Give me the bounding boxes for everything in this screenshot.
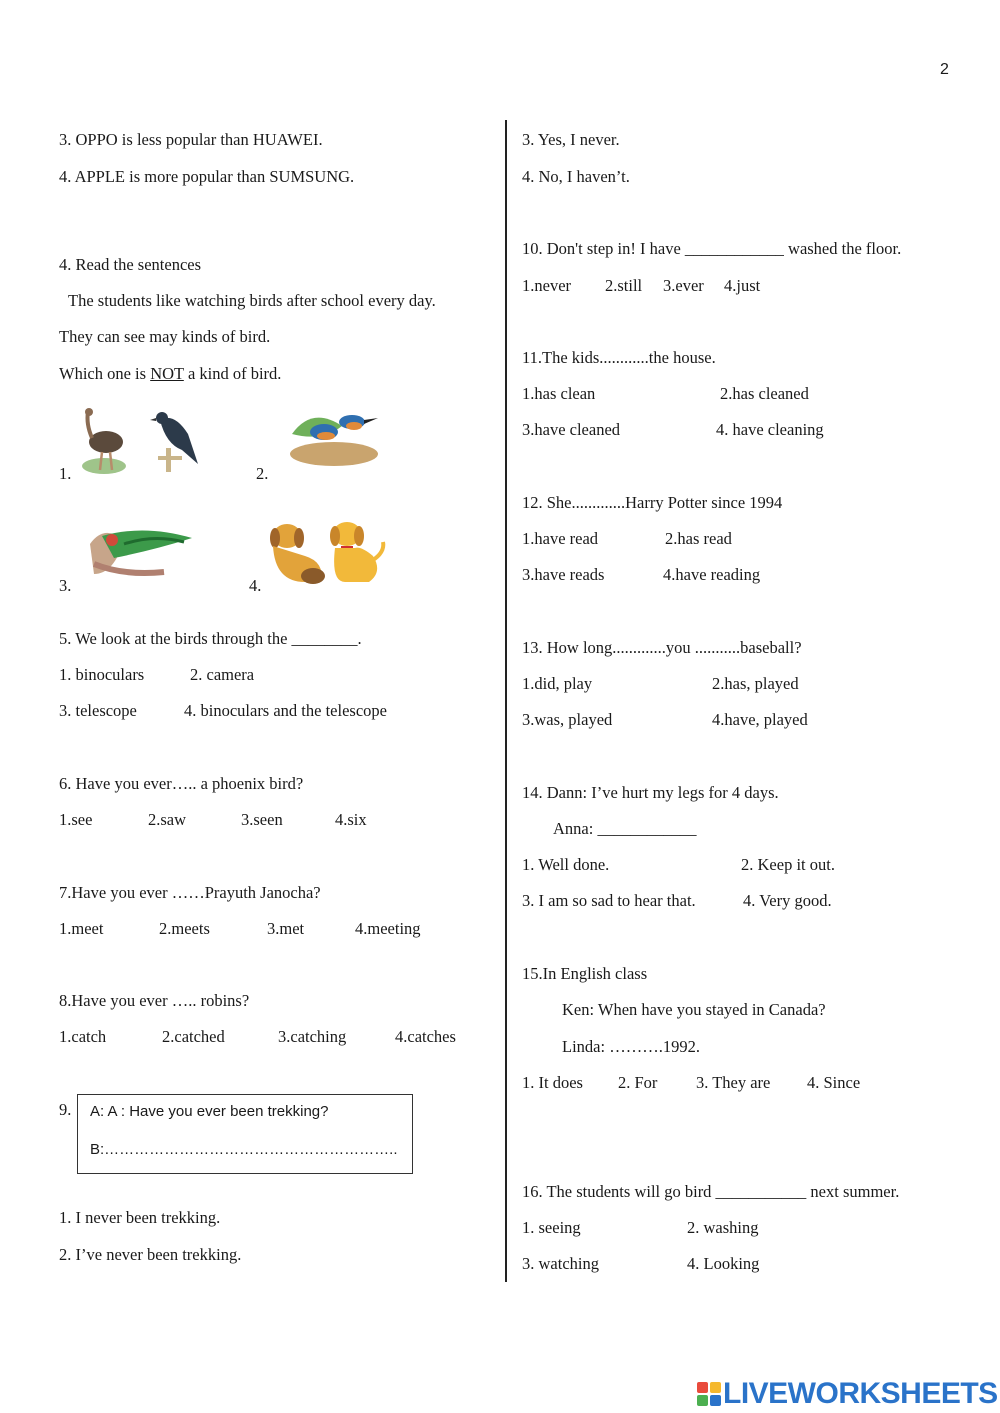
q12-option-3[interactable]: 3.have reads [522, 565, 605, 584]
column-divider [505, 120, 507, 1282]
q13-option-2[interactable]: 2.has, played [712, 674, 799, 693]
q9-option-3[interactable]: 3. Yes, I never. [522, 130, 620, 149]
q9-option-1[interactable]: 1. I never been trekking. [59, 1208, 221, 1227]
q10-option-1[interactable]: 1.never [522, 276, 572, 295]
q8-option-3[interactable]: 3.catching [278, 1027, 347, 1046]
statement-4: 4. APPLE is more popular than SUMSUNG. [59, 167, 355, 186]
q16-option-3[interactable]: 3. watching [522, 1254, 599, 1273]
q5-option-2[interactable]: 2. camera [190, 665, 255, 684]
q9-dialogue-b: B:………………………………………………….. [90, 1141, 398, 1158]
q4-option-1-label: 1. [59, 464, 72, 483]
q13-option-4[interactable]: 4.have, played [712, 710, 808, 729]
q4-question-underlined: NOT [150, 364, 184, 383]
q9-dialogue-box [77, 1094, 413, 1174]
q4-option-3-label: 3. [59, 576, 72, 595]
q4-option-4-image[interactable] [265, 516, 389, 586]
page-number: 2 [940, 61, 949, 78]
q6-option-1[interactable]: 1.see [59, 810, 93, 829]
q15-dialogue-ken: Ken: When have you stayed in Canada? [562, 1000, 826, 1019]
q11-option-3[interactable]: 3.have cleaned [522, 420, 621, 439]
q14-option-1[interactable]: 1. Well done. [522, 855, 610, 874]
q11-option-2[interactable]: 2.has cleaned [720, 384, 809, 403]
q16-question: 16. The students will go bird ___________ next summer. [522, 1182, 900, 1201]
q9-option-4[interactable]: 4. No, I haven’t. [522, 167, 630, 186]
q4-option-2-image[interactable] [282, 396, 382, 468]
q11-option-1[interactable]: 1.has clean [522, 384, 596, 403]
q4-option-3-image[interactable] [84, 514, 196, 584]
q7-option-4[interactable]: 4.meeting [355, 919, 421, 938]
q6-option-4[interactable]: 4.six [335, 810, 367, 829]
q4-title: 4. Read the sentences [59, 255, 202, 274]
q9-dialogue-a: A: A : Have you ever been trekking? [90, 1103, 329, 1120]
q10-option-2[interactable]: 2.still [605, 276, 643, 295]
q11-question: 11.The kids............the house. [522, 348, 716, 367]
ostrich-icon [82, 408, 126, 474]
q8-option-2[interactable]: 2.catched [162, 1027, 225, 1046]
q8-option-4[interactable]: 4.catches [395, 1027, 456, 1046]
q14-question: 14. Dann: I’ve hurt my legs for 4 days. [522, 783, 779, 802]
q7-option-1[interactable]: 1.meet [59, 919, 104, 938]
q14-reply: Anna: ____________ [553, 819, 697, 838]
q6-option-2[interactable]: 2.saw [148, 810, 187, 829]
q5-option-1[interactable]: 1. binoculars [59, 665, 145, 684]
q6-question: 6. Have you ever….. a phoenix bird? [59, 774, 304, 793]
q15-option-4[interactable]: 4. Since [807, 1073, 861, 1092]
q12-option-2[interactable]: 2.has read [665, 529, 732, 548]
q13-option-1[interactable]: 1.did, play [522, 674, 593, 693]
q13-option-3[interactable]: 3.was, played [522, 710, 613, 729]
q4-question-post: a kind of bird. [183, 364, 282, 383]
statement-3: 3. OPPO is less popular than HUAWEI. [59, 130, 323, 149]
q10-option-3[interactable]: 3.ever [663, 276, 704, 295]
q4-option-4-label: 4. [249, 576, 262, 595]
q8-option-1[interactable]: 1.catch [59, 1027, 107, 1046]
q7-option-3[interactable]: 3.met [267, 919, 305, 938]
q5-option-3[interactable]: 3. telescope [59, 701, 137, 720]
q11-option-4[interactable]: 4. have cleaning [716, 420, 824, 439]
q16-option-1[interactable]: 1. seeing [522, 1218, 581, 1237]
q16-option-4[interactable]: 4. Looking [687, 1254, 760, 1273]
q15-option-1[interactable]: 1. It does [522, 1073, 583, 1092]
crow-icon [150, 412, 198, 472]
q12-option-1[interactable]: 1.have read [522, 529, 599, 548]
q4-option-2-label: 2. [256, 464, 269, 483]
liveworksheets-logo[interactable] [697, 1376, 998, 1412]
q15-question: 15.In English class [522, 964, 648, 983]
q7-option-2[interactable]: 2.meets [159, 919, 210, 938]
q14-option-4[interactable]: 4. Very good. [743, 891, 832, 910]
q10-question: 10. Don't step in! I have ____________ washed the floor. [522, 239, 902, 258]
q9-number: 9. [59, 1100, 72, 1119]
q12-option-4[interactable]: 4.have reading [663, 565, 761, 584]
parrot-icon [90, 530, 192, 574]
kingfisher-pair-icon [290, 415, 378, 466]
q10-option-4[interactable]: 4.just [724, 276, 761, 295]
q13-question: 13. How long.............you ...........baseball? [522, 638, 802, 657]
q14-option-2[interactable]: 2. Keep it out. [741, 855, 835, 874]
q5-option-4[interactable]: 4. binoculars and the telescope [184, 701, 387, 720]
q5-question: 5. We look at the birds through the ________. [59, 629, 362, 648]
q8-question: 8.Have you ever ….. robins? [59, 991, 250, 1010]
liveworksheets-brand: LIVEWORKSHEETS [723, 1377, 998, 1410]
q15-option-3[interactable]: 3. They are [696, 1073, 771, 1092]
q14-option-3[interactable]: 3. I am so sad to hear that. [522, 891, 696, 910]
q12-question: 12. She.............Harry Potter since 1994 [522, 493, 783, 512]
q4-sentence-2: They can see may kinds of bird. [59, 327, 271, 346]
dog-pair-icon [270, 522, 383, 584]
q9-option-2[interactable]: 2. I’ve never been trekking. [59, 1245, 242, 1264]
q4-question [59, 364, 281, 384]
q16-option-2[interactable]: 2. washing [687, 1218, 759, 1237]
q4-sentence-1: The students like watching birds after school every day. [68, 291, 436, 310]
q6-option-3[interactable]: 3.seen [241, 810, 283, 829]
q15-dialogue-linda: Linda: ……….1992. [562, 1037, 700, 1056]
q15-option-2[interactable]: 2. For [618, 1073, 658, 1092]
q4-question-pre: Which one is [59, 364, 151, 383]
liveworksheets-logo-icon [697, 1382, 721, 1406]
q4-option-1-image[interactable] [78, 404, 208, 476]
q7-question: 7.Have you ever ……Prayuth Janocha? [59, 883, 321, 902]
